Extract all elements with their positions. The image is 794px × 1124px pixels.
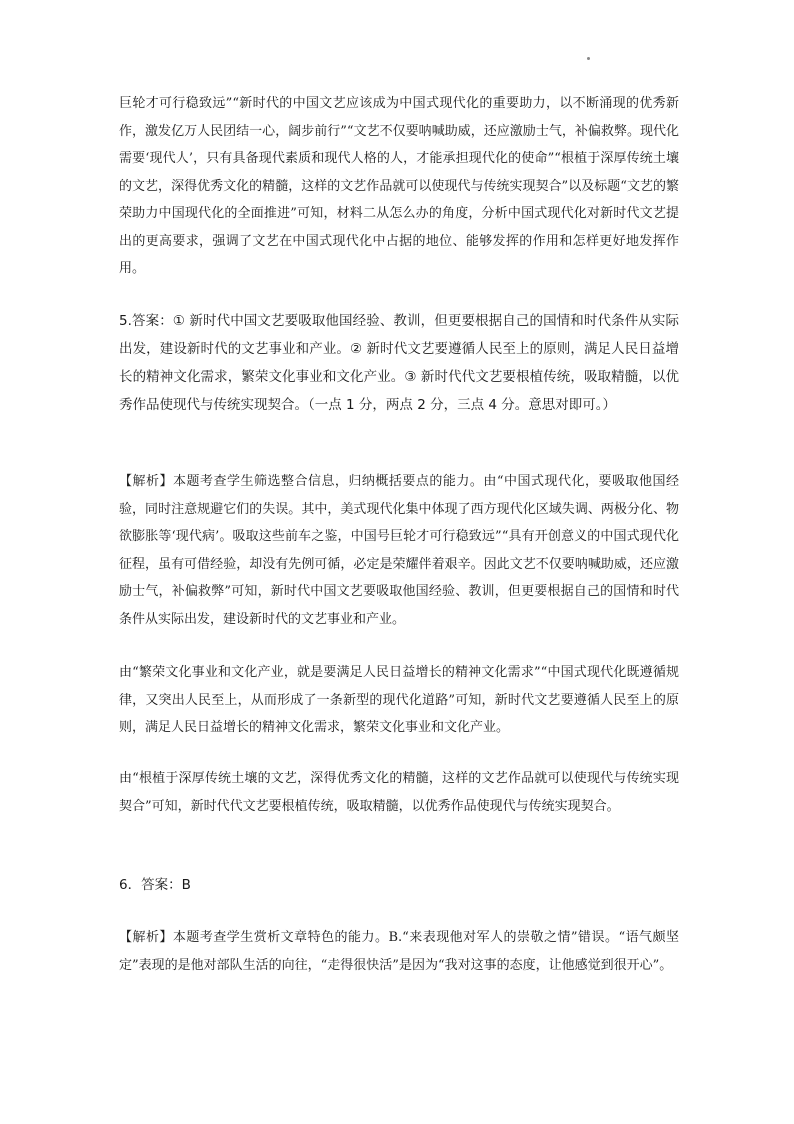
analysis-label: 【解析】 (119, 930, 173, 945)
q6-analysis-text: 本题考查学生赏析文章特色的能力。B.“来表现他对军人的崇敬之情”错误。“语气颇坚定”表现的是他对部队生活的向往，“走得很快活”是因为“我对这事的态度，让他感觉到很开心”。 (119, 930, 679, 973)
page-mark (587, 57, 590, 60)
q5-analysis-2: 由“繁荣文化事业和文化产业，就是要满足人民日益增长的精神文化需求”“中国式现代化既遵循规律，又突出人民至上，从而形成了一条新型的现代化道路”可知，新时代文艺要遵循人民至上的原则，满足人民日益增长的精神文化需求，繁荣文化事业和文化产业。 (119, 665, 679, 735)
q5-analysis-1-text: 本题考查学生筛选整合信息，归纳概括要点的能力。由“中国式现代化，要吸取他国经验，同时注意规避它们的失误。其中，美式现代化集中体现了西方现代化区域失调、两极分化、物欲膨胀等‘现代病’。吸取这些前车之鉴，中国号巨轮才可行稳致远”“具有开创意义的中国式现代化征程，虽有可借经验，却没有先例可循，必定是荣耀伴着艰辛。因此文艺不仅要呐喊助威，还应激励士气，补偏救弊”可知，新时代中国文艺要吸取他国经验、教训，但更要根据自己的国情和时代条件从实际出发，建设新时代的文艺事业和产业。 (119, 474, 679, 627)
q5-analysis-1 (119, 468, 679, 633)
q5-answer: 5.答案：① 新时代中国文艺要吸取他国经验、教训，但更要根据自己的国情和时代条件从实际出发，建设新时代的文艺事业和产业。② 新时代文艺要遵循人民至上的原则，满足人民日益增长的精神文化需求，繁荣文化事业和文化产业。③ 新时代代文艺要根植传统，吸取精髓，以优秀作品使现代与传统实现契合。（一点 1 分，两点 2 分，三点 4 分。意思对即可。） (119, 313, 679, 413)
q6-analysis (119, 924, 679, 979)
q6-answer: 6．答案：B (119, 877, 191, 893)
previous-analysis-continuation: 巨轮才可行稳致远”“新时代的中国文艺应该成为中国式现代化的重要助力，以不断涌现的优秀新作，激发亿万人民团结一心，阔步前行”“文艺不仅要呐喊助威，还应激励士气，补偏救弊。现代化需要‘现代人’，只有具备现代素质和现代人格的人，才能承担现代化的使命”“根植于深厚传统土壤的文艺，深得优秀文化的精髓，这样的文艺作品就可以使现代与传统实现契合”以及标题“文艺的繁荣助力中国现代化的全面推进”可知，材料二从怎么办的角度，分析中国式现代化对新时代文艺提出的更高要求，强调了文艺在中国式现代化中占据的地位、能够发挥的作用和怎样更好地发挥作用。 (119, 96, 679, 276)
analysis-label: 【解析】 (119, 474, 173, 489)
q5-analysis-3: 由“根植于深厚传统土壤的文艺，深得优秀文化的精髓，这样的文艺作品就可以使现代与传统实现契合”可知，新时代代文艺要根植传统，吸取精髓，以优秀作品使现代与传统实现契合。 (119, 771, 679, 814)
